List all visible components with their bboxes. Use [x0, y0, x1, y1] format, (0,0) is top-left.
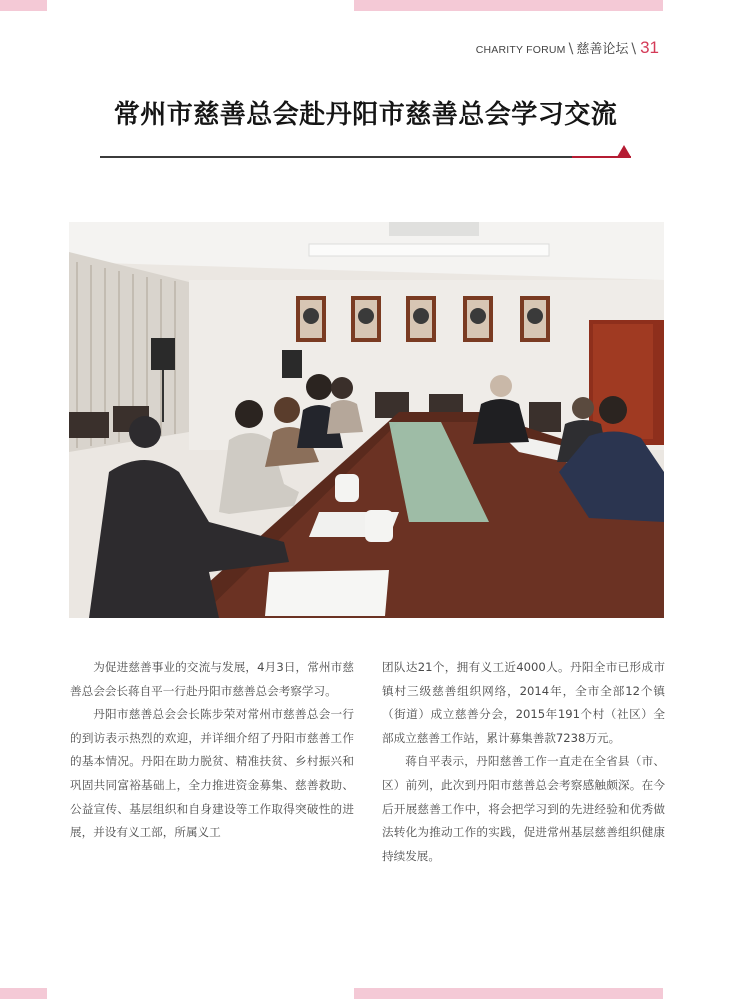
article-column-right	[382, 656, 665, 868]
paragraph: 蒋自平表示，丹阳慈善工作一直走在全省县（市、区）前列，此次到丹阳市慈善总会考察感触颇深。在今后开展慈善工作中，将会把学习到的先进经验和优秀做法转化为推动工作的实践，促进常州基层慈善组织健康持续发展。	[382, 754, 665, 863]
forum-label: CHARITY FORUM	[475, 44, 566, 56]
triangle-icon	[617, 145, 631, 157]
paragraph: 丹阳市慈善总会会长陈步荣对常州市慈善总会一行的到访表示热烈的欢迎，并详细介绍了丹阳市慈善工作的基本情况。丹阳在助力脱贫、精准扶贫、乡村振兴和巩固共同富裕基础上，全力推进资金募集、慈善救助、公益宣传、基层组织和自身建设等工作取得突破性的进展，并设有义工部，所属义工	[70, 707, 354, 840]
top-left-pink-bar	[0, 0, 47, 11]
meeting-room-illustration	[69, 222, 664, 618]
paragraph: 团队达21个，拥有义工近4000人。丹阳全市已形成市镇村三级慈善组织网络，2014年，全市全部12个镇（街道）成立慈善分会，2015年191个村（社区）全部成立慈善工作站，累计募集善款7238万元。	[382, 660, 665, 745]
page-header	[476, 38, 659, 58]
bottom-left-pink-bar	[0, 988, 47, 999]
paragraph: 为促进慈善事业的交流与发展，4月3日，常州市慈善总会会长蒋自平一行赴丹阳市慈善总会考察学习。	[70, 660, 354, 698]
section-label: 慈善论坛	[576, 42, 629, 57]
top-right-pink-bar	[354, 0, 663, 11]
header-separator: \	[631, 41, 637, 57]
meeting-photo	[69, 222, 664, 618]
article-column-left	[70, 656, 354, 845]
title-rule	[100, 156, 572, 158]
article-title: 常州市慈善总会赴丹阳市慈善总会学习交流	[113, 100, 618, 130]
bottom-right-pink-bar	[354, 988, 663, 999]
page-number: 31	[640, 38, 659, 57]
header-separator: \	[568, 41, 574, 57]
